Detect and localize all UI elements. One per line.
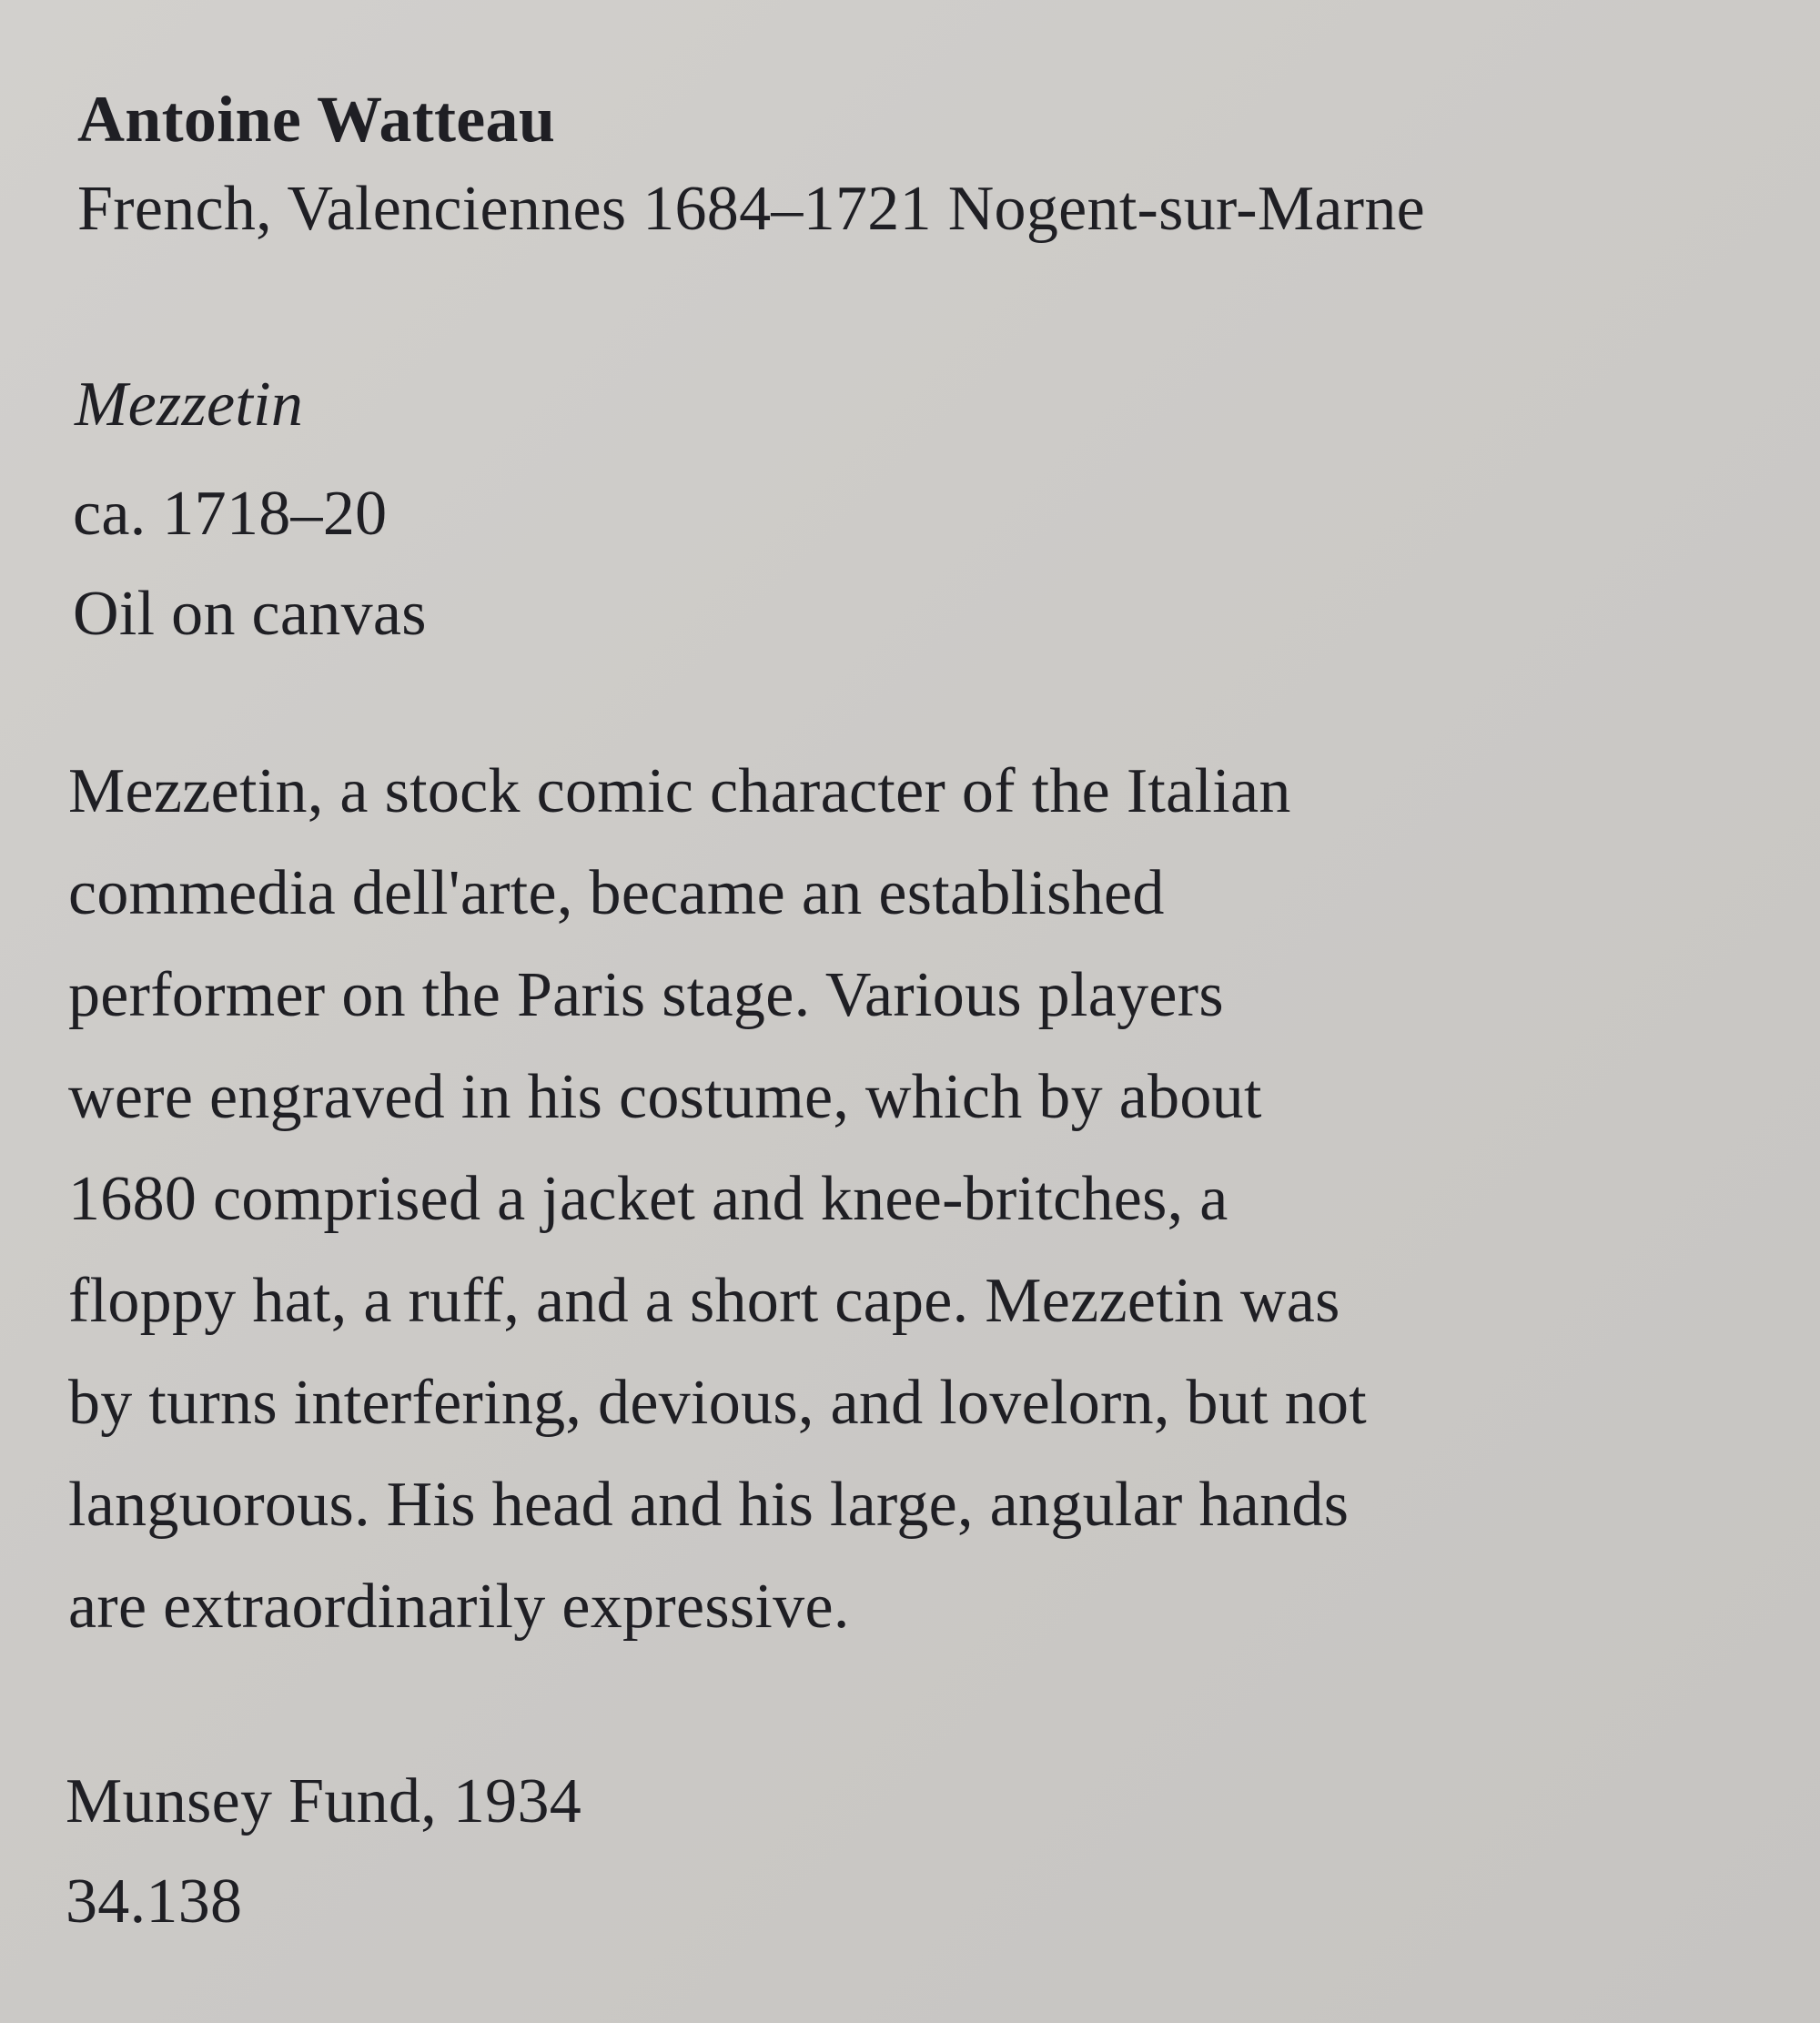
description-line: performer on the Paris stage. Various players: [68, 960, 1224, 1030]
artist-name: Antoine Watteau: [77, 83, 556, 156]
description-line: commedia dell'arte, became an established: [68, 858, 1165, 928]
description-line: Mezzetin, a stock comic character of the Italian: [68, 756, 1291, 826]
artwork-medium: Oil on canvas: [73, 579, 427, 649]
description-line: 1680 comprised a jacket and knee-britches, a: [68, 1164, 1228, 1234]
description-line: by turns interfering, devious, and lovelorn, but not: [68, 1368, 1368, 1438]
description-line: are extraordinarily expressive.: [68, 1572, 850, 1642]
description-line: languorous. His head and his large, angular hands: [68, 1470, 1350, 1540]
artist-nationality-dates: French, Valenciennes 1684–1721 Nogent-sur-Marne: [77, 174, 1426, 244]
artwork-title: Mezzetin: [75, 369, 304, 440]
artwork-date: ca. 1718–20: [73, 479, 388, 549]
credit-line: Munsey Fund, 1934: [66, 1766, 582, 1836]
accession-number: 34.138: [66, 1866, 243, 1937]
description-line: were engraved in his costume, which by about: [68, 1062, 1262, 1132]
description-line: floppy hat, a ruff, and a short cape. Mezzetin was: [68, 1266, 1340, 1336]
